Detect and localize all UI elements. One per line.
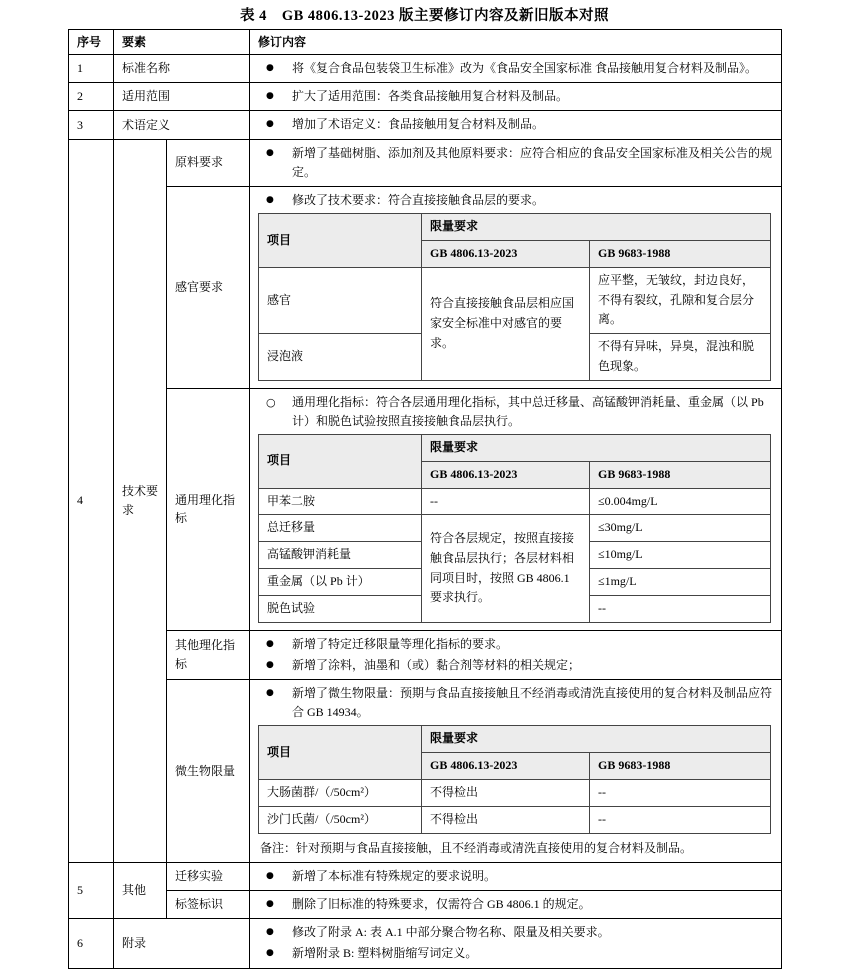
table-row	[69, 388, 782, 630]
bullet-text: 增加了术语定义：食品接触用复合材料及制品。	[292, 117, 545, 132]
revision-content	[250, 111, 782, 139]
limit-item-cell: 总迁移量	[259, 515, 422, 542]
bullet-item	[258, 59, 773, 78]
revision-table	[68, 29, 782, 969]
element-label: 其他	[114, 862, 167, 918]
bullet-text: 新增了微生物限量：预期与食品直接接触且不经消毒或清洗直接使用的复合材料及制品应符合 GB 14934。	[292, 686, 773, 720]
bullet-icon: ●	[266, 688, 274, 699]
revision-content	[250, 630, 782, 679]
revision-content	[250, 186, 782, 388]
bullet-item	[258, 656, 773, 675]
bullet-text: 删除了旧标准的特殊要求，仅需符合 GB 4806.1 的规定。	[292, 896, 591, 911]
limit-col-new-std-header: GB 4806.13-2023	[422, 461, 590, 488]
limit-header-row	[259, 214, 771, 241]
element-label: 适用范围	[114, 83, 250, 111]
bullet-text: 修改了技术要求：符合直接接触食品层的要求。	[292, 192, 545, 207]
limit-item-cell: 甲苯二胺	[259, 488, 422, 515]
element-label: 技术要求	[114, 139, 167, 862]
bullet-text: 新增了涂料，油墨和（或）黏合剂等材料的相关规定；	[292, 657, 581, 672]
bullet-icon: ●	[266, 63, 274, 73]
limit-col-old-std-header: GB 9683-1988	[590, 753, 771, 780]
limit-old-cell: ≤30mg/L	[590, 515, 771, 542]
limit-new-cell: 符合各层规定，按照直接接触食品层执行；各层材料相同项目时，按照 GB 4806.1 要求执行。	[422, 515, 590, 622]
table-row	[69, 139, 782, 186]
sub-element-label: 其他理化指标	[167, 630, 250, 679]
bullet-text: 新增了本标准有特殊规定的要求说明。	[292, 868, 497, 883]
limit-row	[259, 806, 771, 833]
limit-col-item-header: 项目	[259, 726, 422, 780]
limit-old-cell: --	[590, 595, 771, 622]
bullet-icon: ○	[266, 395, 276, 409]
bullet-icon: ●	[266, 948, 274, 959]
bullet-item	[258, 635, 773, 654]
bullet-icon: ●	[266, 638, 274, 649]
bullet-item	[258, 115, 773, 134]
limit-old-cell: ≤1mg/L	[590, 569, 771, 596]
bullet-item	[258, 393, 773, 431]
revision-content	[250, 919, 782, 968]
bullet-icon: ●	[266, 147, 274, 158]
bullet-item	[258, 191, 773, 210]
element-label: 术语定义	[114, 111, 250, 139]
bullet-text: 扩大了适用范围：各类食品接触用复合材料及制品。	[292, 89, 569, 104]
revision-content	[250, 862, 782, 890]
bullet-icon: ●	[266, 659, 274, 670]
table-header-row	[69, 30, 782, 55]
bullet-item	[258, 144, 773, 182]
revision-content	[250, 83, 782, 111]
bullet-text: 新增附录 B: 塑料树脂缩写词定义。	[292, 946, 478, 961]
limit-old-cell: --	[590, 806, 771, 833]
limit-old-cell: ≤10mg/L	[590, 542, 771, 569]
sub-element-label: 原料要求	[167, 139, 250, 186]
bullet-icon: ●	[266, 194, 274, 205]
table-row	[69, 55, 782, 83]
bullet-text: 将《复合食品包装袋卫生标准》改为《食品安全国家标准 食品接触用复合材料及制品》。	[292, 61, 758, 75]
limit-row	[259, 780, 771, 807]
bullet-icon: ●	[266, 927, 274, 938]
limit-new-cell: --	[422, 488, 590, 515]
limit-col-limit-header: 限量要求	[422, 726, 771, 753]
sub-element-label: 微生物限量	[167, 680, 250, 863]
limit-col-limit-header: 限量要求	[422, 214, 771, 241]
sub-element-label: 迁移实验	[167, 862, 250, 890]
limit-item-cell: 高锰酸钾消耗量	[259, 542, 422, 569]
row-no: 3	[69, 111, 114, 139]
limit-old-cell: 应平整，无皱纹，封边良好，不得有裂纹，孔隙和复合层分离。	[590, 267, 771, 333]
limit-item-cell: 大肠菌群/（/50cm²）	[259, 780, 422, 807]
limit-old-cell: ≤0.004mg/L	[590, 488, 771, 515]
limit-col-limit-header: 限量要求	[422, 435, 771, 462]
col-header-no: 序号	[69, 30, 114, 55]
bullet-item	[258, 944, 773, 963]
limit-header-row	[259, 726, 771, 753]
bullet-item	[258, 87, 773, 106]
limit-table-sensory	[258, 213, 771, 381]
bullet-item	[258, 684, 773, 722]
revision-content	[250, 139, 782, 186]
sub-element-label: 通用理化指标	[167, 388, 250, 630]
bullet-text: 通用理化指标：符合各层通用理化指标，其中总迁移量、高锰酸钾消耗量、重金属（以 Pb 计）和脱色试验按照直接接触食品层执行。	[292, 394, 764, 428]
table-row	[69, 890, 782, 918]
bullet-icon: ●	[266, 898, 274, 909]
bullet-text: 新增了基础树脂、添加剂及其他原料要求：应符合相应的食品安全国家标准及相关公告的规定。	[292, 145, 773, 179]
limit-old-cell: 不得有异味，异臭，混浊和脱色现象。	[590, 334, 771, 381]
limit-table-micro	[258, 725, 771, 833]
element-label: 标准名称	[114, 55, 250, 83]
limit-item-cell: 重金属（以 Pb 计）	[259, 569, 422, 596]
bullet-icon: ●	[266, 91, 274, 102]
table-row	[69, 862, 782, 890]
col-header-element: 要素	[114, 30, 250, 55]
table-row	[69, 83, 782, 111]
limit-old-cell: --	[590, 780, 771, 807]
table-row	[69, 630, 782, 679]
limit-item-cell: 感官	[259, 267, 422, 333]
limit-col-new-std-header: GB 4806.13-2023	[422, 753, 590, 780]
limit-row	[259, 267, 771, 333]
bullet-icon: ●	[266, 870, 274, 881]
limit-new-cell: 符合直接接触食品层相应国家安全标准中对感官的要求。	[422, 267, 590, 380]
limit-row	[259, 488, 771, 515]
row-no: 6	[69, 919, 114, 968]
page-title: 表 4 GB 4806.13-2023 版主要修订内容及新旧版本对照	[239, 8, 610, 24]
table-row	[69, 111, 782, 139]
bullet-item	[258, 895, 773, 914]
table-row	[69, 186, 782, 388]
bullet-text: 新增了特定迁移限量等理化指标的要求。	[292, 636, 509, 651]
micro-note: 备注：针对预期与食品直接接触，且不经消毒或清洗直接使用的复合材料及制品。	[260, 840, 693, 855]
limit-item-cell: 脱色试验	[259, 595, 422, 622]
limit-col-old-std-header: GB 9683-1988	[590, 240, 771, 267]
revision-content	[250, 890, 782, 918]
document-page	[68, 0, 781, 969]
limit-item-cell: 沙门氏菌/（/50cm²）	[259, 806, 422, 833]
table-row	[69, 680, 782, 863]
revision-content	[250, 388, 782, 630]
bullet-text: 修改了附录 A: 表 A.1 中部分聚合物名称、限量及相关要求。	[292, 925, 610, 940]
revision-content	[250, 680, 782, 863]
limit-col-item-header: 项目	[259, 435, 422, 489]
table-row	[69, 919, 782, 968]
sub-element-label: 感官要求	[167, 186, 250, 388]
sub-element-label: 标签标识	[167, 890, 250, 918]
row-no: 5	[69, 862, 114, 918]
row-no: 1	[69, 55, 114, 83]
limit-table-physchem	[258, 434, 771, 623]
limit-new-cell: 不得检出	[422, 806, 590, 833]
limit-new-cell: 不得检出	[422, 780, 590, 807]
bullet-item	[258, 867, 773, 886]
element-label: 附录	[114, 919, 250, 968]
limit-col-old-std-header: GB 9683-1988	[590, 461, 771, 488]
limit-item-cell: 浸泡液	[259, 334, 422, 381]
col-header-content: 修订内容	[250, 30, 782, 55]
limit-col-item-header: 项目	[259, 214, 422, 268]
limit-col-new-std-header: GB 4806.13-2023	[422, 240, 590, 267]
limit-row	[259, 515, 771, 542]
revision-content	[250, 55, 782, 83]
row-no: 4	[69, 139, 114, 862]
bullet-icon: ●	[266, 119, 274, 130]
row-no: 2	[69, 83, 114, 111]
limit-header-row	[259, 435, 771, 462]
bullet-item	[258, 923, 773, 942]
